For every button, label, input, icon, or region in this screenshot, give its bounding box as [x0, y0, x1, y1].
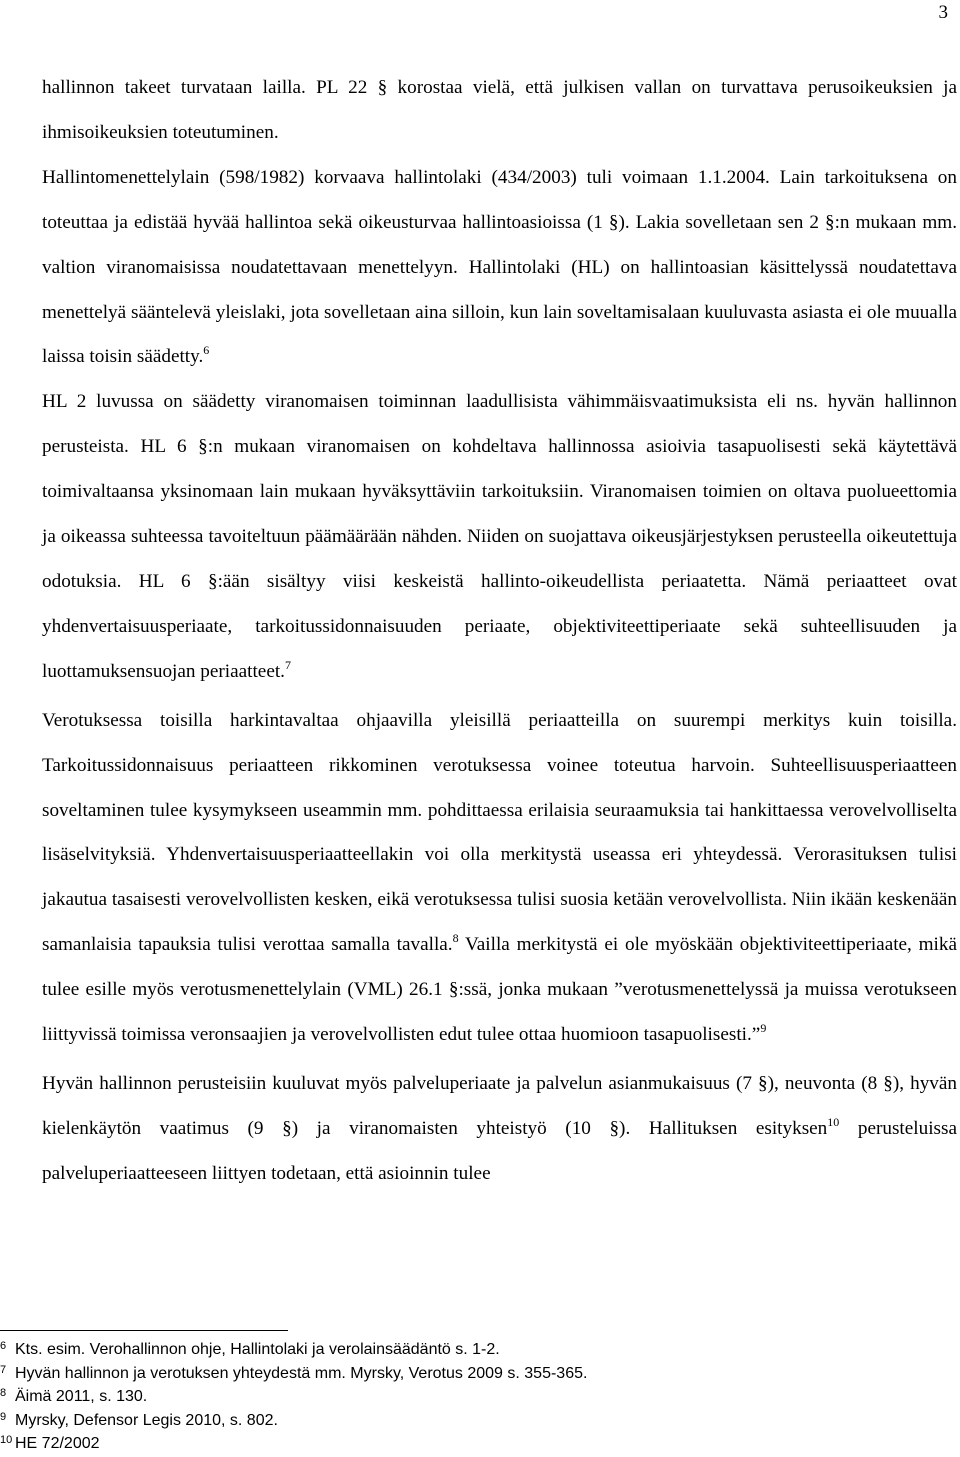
footnote-number: 9: [0, 1410, 7, 1423]
footnote-ref[interactable]: 7: [284, 657, 291, 672]
footnote: [0, 1386, 940, 1410]
footnote-ref[interactable]: 8: [452, 931, 459, 946]
footnote-ref[interactable]: 9: [760, 1021, 767, 1036]
paragraph-text: HL 2 luvussa on säädetty viranomaisen toiminnan laadullisista vähimmäisvaatimuksista eli ns. hyvän hallinnon perusteista. HL 6 §:n mukaan viranomaisen on kohdeltava hallinnossa asioivia tasapuolisesti sekä käytettävä toimivaltaansa yksinomaan lain mukaan hyväksyttäviin tarkoituksiin. Viranomaisen toimien on oltava puolueettomia ja oikeassa suhteessa tavoiteltuun päämäärään nähden. Niiden on suojattava oikeusjärjestyksen perusteella oikeutettuja odotuksia. HL 6 §:ään sisältyy viisi keskeistä hallinto-oikeudellista periaatetta. Nämä periaatteet ovat yhdenvertaisuusperiaate, tarkoitussidonnaisuuden periaate, objektiviteettiperiaate sekä suhteellisuuden ja luottamuksensuojan periaatteet.: [42, 391, 957, 682]
paragraph: [42, 380, 957, 694]
paragraph-text: Hallintomenettelylain (598/1982) korvaava hallintolaki (434/2003) tuli voimaan 1.1.2004. Lain tarkoituksena on toteuttaa ja edistää hyvää hallintoa sekä oikeusturvaa hallintoasioissa (1 §). Lakia sovelletaan sen 2 §:n mukaan mm. valtion viranomaisissa noudatettavaan menettelyyn. Hallintolaki (HL) on hallintoasian käsittelyssä noudatettava menettelyä sääntelevä yleislaki, jota sovelletaan aina silloin, kun lain soveltamisalaan kuuluvasta asiasta ei ole muualla laissa toisin säädetty.: [42, 166, 957, 368]
footnote-text: Äimä 2011, s. 130.: [15, 1388, 148, 1405]
footnote-number: 7: [0, 1363, 7, 1376]
footnote: [0, 1339, 940, 1363]
footnote-number: 10: [0, 1434, 13, 1446]
footnote-text: Kts. esim. Verohallinnon ohje, Hallintolaki ja verolainsäädäntö s. 1-2.: [15, 1341, 500, 1358]
paragraph: [42, 66, 957, 156]
footnote-text: Hyvän hallinnon ja verotuksen yhteydestä mm. Myrsky, Verotus 2009 s. 355-365.: [15, 1364, 588, 1382]
paragraph-text: Hyvän hallinnon perusteisiin kuuluvat myös palveluperiaate ja palvelun asianmukaisuus (7 §), neuvonta (8 §), hyvän kielenkäytön vaatimus (9 §) ja viranomaisten yhteistyö (10 §). Hallituksen esityksen: [42, 1072, 957, 1139]
paragraph-text: Vailla merkitystä ei ole myöskään objektiviteettiperiaate, mikä tulee esille myös verotusmenettelylain (VML) 26.1 §:ssä, jonka mukaan ”verotusmenettelyssä ja muissa verotukseen liittyvissä toimissa veronsaajien ja verovelvollisten edut tulee ottaa huomioon tasapuolisesti.”: [42, 934, 957, 1046]
paragraph: [42, 156, 957, 381]
body-text: [42, 66, 957, 1197]
paragraph-text: hallinnon takeet turvataan lailla. PL 22 § korostaa vielä, että julkisen vallan on turvattava perusoikeuksien ja ihmisoikeuksien toteutuminen.: [42, 77, 957, 143]
footnotes: [0, 1339, 940, 1457]
footnote-separator: [0, 1330, 288, 1331]
footnote: [0, 1410, 940, 1434]
footnote-ref[interactable]: 10: [827, 1114, 840, 1129]
footnote-text: Myrsky, Defensor Legis 2010, s. 802.: [15, 1411, 278, 1429]
paragraph: [42, 1062, 957, 1197]
footnote-number: 8: [0, 1387, 7, 1399]
paragraph-text: Verotuksessa toisilla harkintavaltaa ohjaavilla yleisillä periaatteilla on suurempi merkitys kuin toisilla. Tarkoitussidonnaisuus periaatteen rikkominen verotuksessa voinee toteutua harvoin. Suhteellisuusperiaatteen soveltaminen tulee kysymykseen useammin mm. pohdittaessa erilaisia seuraamuksia tai hankittaessa verovelvolliselta lisäselvityksiä. Yhdenvertaisuusperiaatteellakin voi olla merkitystä useassa eri yhteydessä. Verorasituksen tulisi jakautua tasaisesti verovelvollisten kesken, eikä verotuksessa tulisi suosia ketään verovelvollista. Niin ikään keskenään samanlaisia tapauksia tulisi verottaa samalla tavalla.: [42, 709, 957, 956]
paragraph: [42, 699, 957, 1058]
paragraph-text: perusteluissa palveluperiaatteeseen liittyen todetaan, että asioinnin tulee: [42, 1117, 957, 1184]
page-number: 3: [938, 2, 948, 23]
footnote-ref[interactable]: 6: [203, 343, 210, 358]
footnote-text: HE 72/2002: [15, 1435, 100, 1452]
footnote-number: 6: [0, 1340, 7, 1352]
footnote: [0, 1363, 940, 1387]
footnote: [0, 1433, 940, 1457]
